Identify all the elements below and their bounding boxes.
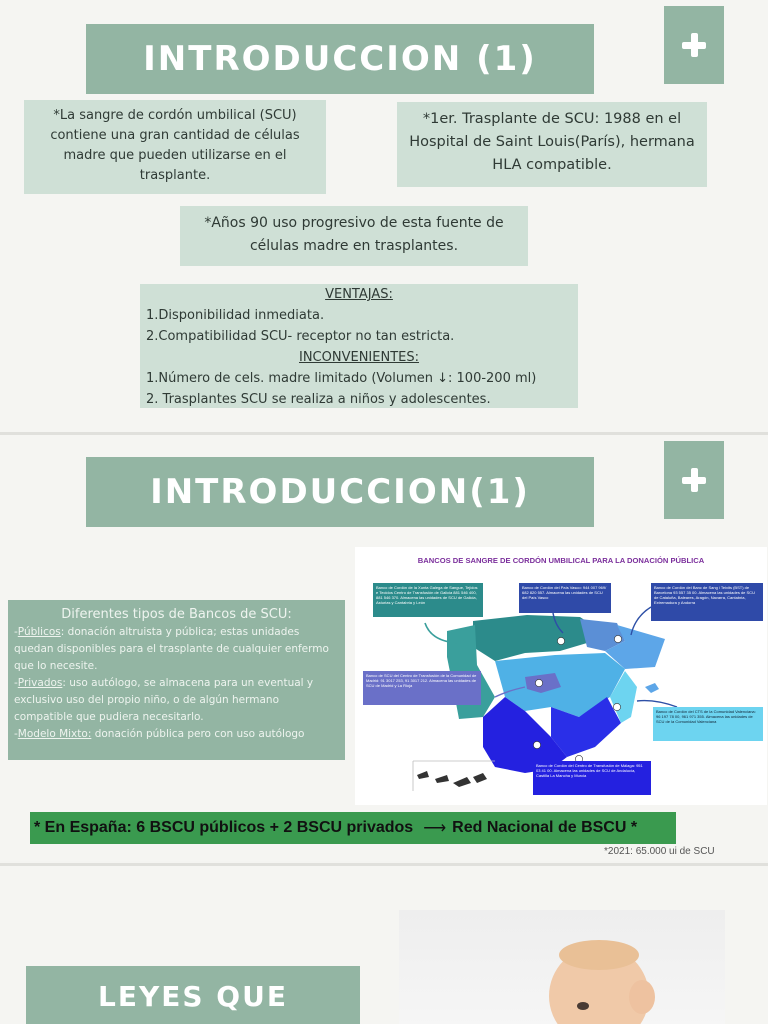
plus-icon	[664, 6, 724, 84]
card-scu	[24, 100, 326, 194]
banner-left-text: * En España: 6 BSCU públicos + 2 BSCU privados	[34, 819, 414, 836]
map-label-cataluna: Banco de Cordón del Banc de Sang i Teixits (BST) de Barcelona 93 557 35 00. Almacena las unidades de SCU de Cataluña, Baleares, Aragón, Navarra, Cantabria, Extremadura y Andorra	[651, 583, 763, 621]
slide-title-text: INTRODUCCION(1)	[150, 472, 530, 512]
map-label-galicia: Banco de Cordón de la Xunta Galega de Sangue, Tejidos e Tecidos Centro de Transfusión de Galicia 881 546 400, 881 546 370. Almacena las unidades de SCU de Galicia, Asturias y Cantabria y León	[373, 583, 483, 617]
plus-icon	[664, 441, 724, 519]
card-first-transplant	[397, 102, 707, 187]
footnote: *2021: 65.000 ui de SCU	[604, 846, 715, 857]
arrow-right-icon: ⟶	[423, 820, 447, 837]
ventajas-heading: VENTAJAS:	[325, 287, 393, 302]
map-label-madrid: Banco de SCU del Centro de Transfusión de la Comunidad de Madrid: 91 3017 253, 91 3017 212. Almacena las unidades de SCU de Madrid y La Rioja	[363, 671, 481, 705]
slide-leyes	[0, 866, 768, 1024]
card-90s-text: *Años 90 uso progresivo de esta fuente de células madre en trasplantes.	[204, 215, 504, 254]
card-scu-text: *La sangre de cordón umbilical (SCU) contiene una gran cantidad de células madre que pueden utilizarse en el trasplante.	[50, 108, 300, 183]
slide-introduccion-2	[0, 435, 768, 861]
map-label-malaga: Banco de Cordón del Centro de Transfusión de Málaga: 951 03 41 00. Almacena las unidades de SCU de Andalucía, Castilla La Mancha y Murcia	[533, 761, 651, 795]
baby-photo	[399, 910, 725, 1024]
bank-type-privados: -Privados: uso autólogo, se almacena para un eventual y exclusivo uso del propio niño, o de algún hermano compatible que pudiera necesitarlo.	[14, 677, 314, 723]
inconveniente-item: 2. Trasplantes SCU se realiza a niños y adolescentes.	[146, 392, 491, 407]
bank-type-mixto: -Modelo Mixto: donación pública pero con uso autólogo	[14, 728, 305, 740]
slide-title-text: INTRODUCCION (1)	[143, 39, 537, 79]
map-title: BANCOS DE SANGRE DE CORDÓN UMBILICAL PARA LA DONACIÓN PÚBLICA	[417, 556, 705, 565]
ventaja-item: 1.Disponibilidad inmediata.	[146, 308, 325, 323]
card-first-transplant-text: *1er. Trasplante de SCU: 1988 en el Hospital de Saint Louis(París), hermana HLA compatible.	[409, 111, 695, 173]
map-label-valencia: Banco de Cordón del CTS de la Comunidad Valenciana: 96 197 78 00, 961 971 355. Almacena las unidades de SCU de la Comunidad Valenciana	[653, 707, 763, 741]
bank-type-publicos: -Públicos: donación altruista y pública; estas unidades quedan disponibles para el trasplante de cualquier enfermo que lo necesite.	[14, 626, 329, 672]
inconveniente-item: 1.Número de cels. madre limitado (Volumen ↓: 100-200 ml)	[146, 371, 537, 386]
slide-title	[86, 24, 594, 94]
bank-types-heading: Diferentes tipos de Bancos de SCU:	[61, 607, 292, 622]
card-ventajas	[140, 284, 578, 408]
ventaja-item: 2.Compatibilidad SCU- receptor no tan estricta.	[146, 329, 455, 344]
baby-ear	[629, 980, 655, 1014]
baby-hair	[559, 940, 639, 970]
slide-title	[26, 966, 360, 1024]
espana-bscu-banner	[30, 812, 676, 844]
baby-eye	[577, 1002, 589, 1010]
slide-title	[86, 457, 594, 527]
slide-title-text: LEYES QUE	[98, 979, 288, 1013]
map-label-vasco: Banco de Cordón del País Vasco: 944 007 969/ 682 820 557. Almacena las unidades de SCU del País Vasco	[519, 583, 611, 613]
bank-types-card	[8, 600, 345, 760]
slide-introduccion-1	[0, 0, 768, 432]
inconvenientes-heading: INCONVENIENTES:	[299, 350, 419, 365]
banner-right-text: Red Nacional de BSCU *	[452, 819, 638, 836]
card-90s	[180, 206, 528, 266]
spain-bank-map	[355, 547, 767, 805]
